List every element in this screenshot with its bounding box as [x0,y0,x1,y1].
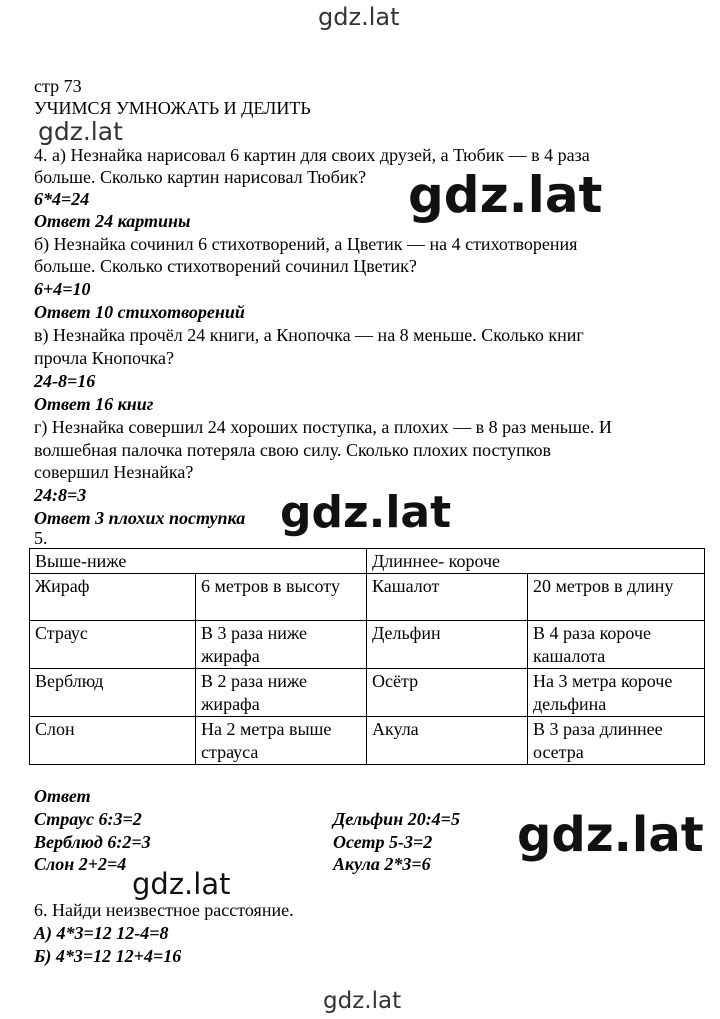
task5-answer-right: Дельфин 20:4=5 [333,809,460,829]
watermark-bottom: gdz.lat [323,988,402,1014]
task5-answer-left: Слон 2+2=4 [34,854,127,874]
table-cell: В 3 раза ниже жирафа [196,621,367,669]
table-row [30,574,705,621]
task6-title: 6. Найди неизвестное расстояние. [34,900,294,920]
watermark-large: gdz.lat [132,867,231,901]
task6-a: А) 4*3=12 12-4=8 [34,923,169,943]
comparison-table [29,548,705,765]
task4-g-answer: Ответ 3 плохих поступка [34,508,246,528]
task5-answer-label: Ответ [34,786,91,806]
task4-b-text: больше. Сколько стихотворений сочинил Цветик? [34,256,417,276]
table-cell: Акула [367,717,528,765]
task4-a-text: 4. а) Незнайка нарисовал 6 картин для своих друзей, а Тюбик — в 4 раза [34,145,590,165]
table-cell: Дельфин [367,621,528,669]
task5-answer-left: Страус 6:3=2 [34,809,142,829]
task4-a-answer: Ответ 24 картины [34,211,191,231]
table-cell: В 2 раза ниже жирафа [196,669,367,717]
watermark-small: gdz.lat [38,117,123,146]
task5-answer-right: Акула 2*3=6 [333,854,431,874]
table-header-cell: Выше-ниже [30,549,367,574]
watermark-large: gdz.lat [280,487,452,538]
table-cell: В 4 раза короче кашалота [528,621,705,669]
table-cell: Страус [30,621,196,669]
page-number: стр 73 [34,76,82,96]
task4-v-answer: Ответ 16 книг [34,394,154,414]
task4-g-text: совершил Незнайка? [34,462,194,482]
table-cell: 6 метров в высоту [196,574,367,621]
table-cell: Верблюд [30,669,196,717]
task4-a-text: больше. Сколько картин нарисовал Тюбик? [34,167,367,187]
table-cell: Кашалот [367,574,528,621]
section-title: УЧИМСЯ УМНОЖАТЬ И ДЕЛИТЬ [34,98,311,118]
task4-v-text: прочла Кнопочка? [34,348,175,368]
table-row [30,717,705,765]
task6-b: Б) 4*3=12 12+4=16 [34,946,182,966]
task5-answer-left: Верблюд 6:2=3 [34,832,151,852]
task4-g-text: г) Незнайка совершил 24 хороших поступка, а плохих — в 8 раз меньше. И [34,417,612,437]
watermark-large: gdz.lat [408,166,603,224]
task4-g-expression: 24:8=3 [34,485,87,505]
table-row [30,621,705,669]
task5-number: 5. [34,528,48,548]
table-cell: На 3 метра короче дельфина [528,669,705,717]
task4-b-expression: 6+4=10 [34,279,91,299]
watermark-large: gdz.lat [517,807,704,863]
table-cell: Жираф [30,574,196,621]
task4-v-text: в) Незнайка прочёл 24 книги, а Кнопочка — на 8 меньше. Сколько книг [34,325,584,345]
task4-v-expression: 24-8=16 [34,371,96,391]
table-cell: В 3 раза длиннее осетра [528,717,705,765]
table-header-cell: Длиннее- короче [367,549,705,574]
table-cell: Осётр [367,669,528,717]
table-cell: 20 метров в длину [528,574,705,621]
table-header-row [30,549,705,574]
watermark-top: gdz.lat [318,3,400,31]
task4-g-text: волшебная палочка потеряла свою силу. Сколько плохих поступков [34,440,552,460]
table-cell: На 2 метра выше страуса [196,717,367,765]
task4-b-answer: Ответ 10 стихотворений [34,302,245,322]
table-cell: Слон [30,717,196,765]
task5-answer-right: Осетр 5-3=2 [333,832,433,852]
table-row [30,669,705,717]
task4-b-text: б) Незнайка сочинил 6 стихотворений, а Цветик — на 4 стихотворения [34,234,578,254]
task4-a-expression: 6*4=24 [34,189,90,209]
